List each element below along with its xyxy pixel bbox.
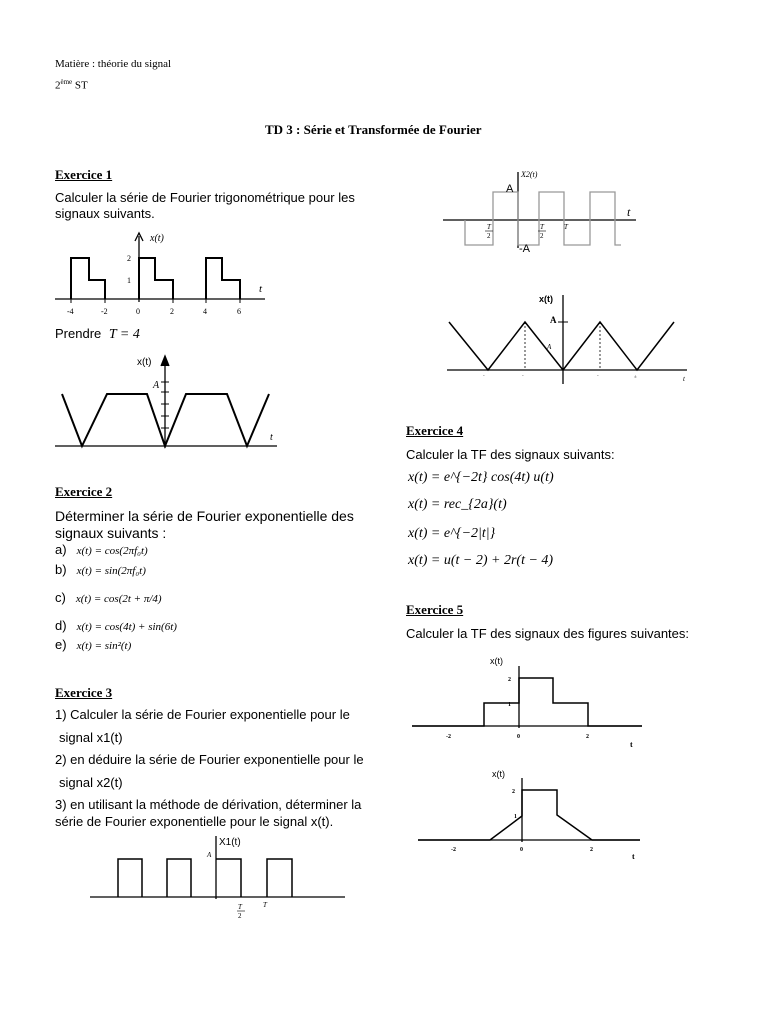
x2-square-wave-graph	[443, 168, 643, 263]
ex2-line1: Déterminer la série de Fourier exponentielle des	[55, 508, 354, 524]
level-superscript: ème	[60, 78, 73, 86]
ex5-g2-ylabel: x(t)	[492, 769, 505, 779]
ex5-g2-xlabel: t	[632, 852, 635, 861]
ex3-t-half-num: T	[238, 903, 242, 911]
ex5-g2-ytick-2: 2	[512, 789, 515, 795]
triangle-axes	[447, 295, 687, 384]
prendre-label: Prendre	[55, 326, 102, 341]
ex5-g1-xtick: 2	[586, 734, 589, 740]
x2-full-period: T	[564, 223, 568, 231]
ex5-g1-axes	[412, 666, 642, 728]
ex1-g1-xtick: -2	[101, 307, 108, 316]
ex4-expr-2: x(t) = rec_{2a}(t)	[408, 497, 507, 512]
ex5-line1: Calculer la TF des signaux des figures suivantes:	[406, 626, 690, 641]
ex2-item-b	[55, 561, 146, 579]
ex3-ylabel: X1(t)	[219, 837, 241, 848]
ex1-g1-xtick: 0	[136, 307, 140, 316]
ex1-trapezoid-graph	[55, 352, 285, 452]
ex3-t-full: T	[263, 901, 267, 909]
ex4-expr-3: x(t) = e^{−2|t|}	[408, 526, 496, 541]
ex1-staircase-graph	[55, 230, 285, 315]
ex5-g2-xtick: 2	[590, 847, 593, 853]
ex5-g2-axes	[418, 778, 640, 842]
ex1-g1-ytick-2: 2	[127, 254, 131, 263]
ex2-item-expr: x(t) = cos(4t) + sin(6t)	[76, 621, 177, 633]
ex4-line1: Calculer la TF des signaux suivants:	[406, 447, 615, 462]
triangle-xlabel: t	[683, 375, 685, 383]
ex1-g1-xtick: 2	[170, 307, 174, 316]
triangle-wave-graph	[447, 292, 697, 402]
svg-text:-: -	[522, 374, 524, 379]
ex3-amp: A	[207, 851, 212, 859]
triangle-ylabel: x(t)	[539, 294, 553, 304]
ex5-g1-ytick-1: 1	[508, 702, 511, 708]
ex2-item-label: a)	[55, 542, 67, 557]
x2-pos-half-den: 2	[540, 232, 544, 240]
course-subject: Matière : théorie du signal	[55, 58, 172, 70]
ex5-g1-xtick: 0	[517, 734, 520, 740]
x2-pos-half-num: T	[540, 223, 544, 231]
ex5-trapezoid-graph	[418, 766, 658, 866]
ex2-item-e	[55, 636, 131, 654]
level-number: 2	[55, 79, 61, 92]
ex1-heading: Exercice 1	[55, 167, 113, 182]
ex1-line1: Calculer la série de Fourier trigonométrique pour les	[55, 190, 355, 205]
x2-neg-half-den: 2	[487, 232, 491, 240]
level-program: ST	[72, 79, 88, 92]
ex2-item-expr: x(t) = cos(2t + π/4)	[75, 593, 162, 605]
ex3-line1: 1) Calculer la série de Fourier exponentielle pour le	[55, 707, 350, 722]
ex5-g2-xtick: -2	[451, 847, 456, 853]
ex5-g1-xlabel: t	[630, 740, 633, 749]
ex5-g1-ylabel: x(t)	[490, 656, 503, 666]
ex2-item-label: c)	[55, 590, 66, 605]
x2-xlabel: t	[627, 205, 631, 219]
ex1-g1-ylabel: x(t)	[150, 233, 164, 244]
ex1-g2-xlabel: t	[270, 432, 273, 443]
ex2-item-expr: x(t) = sin²(t)	[76, 640, 132, 652]
ex2-heading: Exercice 2	[55, 484, 113, 499]
ex4-expr-4: x(t) = u(t − 2) + 2r(t − 4)	[408, 553, 554, 568]
ex5-g2-signal	[418, 790, 640, 840]
ex5-g2-xtick: 0	[520, 847, 523, 853]
course-level	[55, 78, 88, 92]
ex5-step-graph	[412, 652, 652, 752]
ex3-heading: Exercice 3	[55, 685, 113, 700]
ex1-g2-amp: A	[153, 380, 160, 391]
ex3-axes	[90, 836, 345, 899]
ex2-item-label: d)	[55, 618, 67, 633]
ex1-g2-ylabel: x(t)	[137, 357, 152, 368]
ex2-item-label: e)	[55, 637, 67, 652]
ex3-line6: série de Fourier exponentielle pour le signal x(t).	[55, 814, 334, 829]
ex1-staircase-signal	[71, 258, 240, 299]
ex3-t-half-den: 2	[238, 912, 242, 920]
x2-amp-neg: -A	[519, 243, 530, 255]
ex1-g1-xtick: 6	[237, 307, 241, 316]
x2-amp-pos: A	[506, 183, 514, 195]
ex4-heading: Exercice 4	[406, 423, 464, 438]
x2-neg-half-num: T	[487, 223, 491, 231]
ex5-g1-xtick: -2	[446, 734, 451, 740]
svg-text:-: -	[483, 374, 485, 379]
x2-ylabel: X2(t)	[521, 170, 538, 179]
ex3-line4: signal x2(t)	[59, 775, 123, 790]
ex5-g1-signal	[412, 678, 642, 726]
triangle-tick-labels	[483, 374, 637, 380]
svg-text:-: -	[597, 374, 599, 379]
ex1-g1-xtick: 4	[203, 307, 207, 316]
ex2-item-expr: x(t) = sin(2πf₀t)	[76, 565, 146, 577]
ex1-g1-xtick: -4	[67, 307, 74, 316]
ex1-g1-xlabel: t	[259, 283, 263, 295]
ex2-item-d	[55, 617, 177, 635]
triangle-amp-tick: A	[550, 315, 557, 325]
svg-text:±: ±	[634, 375, 637, 380]
period-equation: T = 4	[108, 327, 140, 342]
ex5-g2-ytick-1: 1	[514, 814, 517, 820]
ex2-line2: signaux suivants :	[55, 525, 167, 541]
ex4-expr-1: x(t) = e^{−2t} cos(4t) u(t)	[408, 470, 554, 485]
ex1-g1-ytick-1: 1	[127, 276, 131, 285]
ex5-heading: Exercice 5	[406, 602, 464, 617]
ex3-line2: signal x1(t)	[59, 730, 123, 745]
ex2-item-label: b)	[55, 562, 67, 577]
ex3-line5: 3) en utilisant la méthode de dérivation, déterminer la	[55, 797, 362, 812]
page-title: TD 3 : Série et Transformée de Fourier	[265, 122, 482, 137]
ex2-item-c	[55, 589, 162, 607]
ex2-item-expr: x(t) = cos(2πf₀t)	[76, 545, 148, 557]
ex3-pulse-train-graph	[90, 833, 360, 923]
ex1-line2: signaux suivants.	[55, 206, 155, 221]
ex5-g1-ytick-2: 2	[508, 677, 511, 683]
triangle-signal	[449, 322, 674, 370]
ex1-take-period	[55, 326, 140, 343]
triangle-amp: A	[547, 343, 552, 351]
ex3-pulses	[118, 859, 292, 897]
ex2-item-a	[55, 541, 148, 559]
ex3-line3: 2) en déduire la série de Fourier exponentielle pour le	[55, 752, 364, 767]
